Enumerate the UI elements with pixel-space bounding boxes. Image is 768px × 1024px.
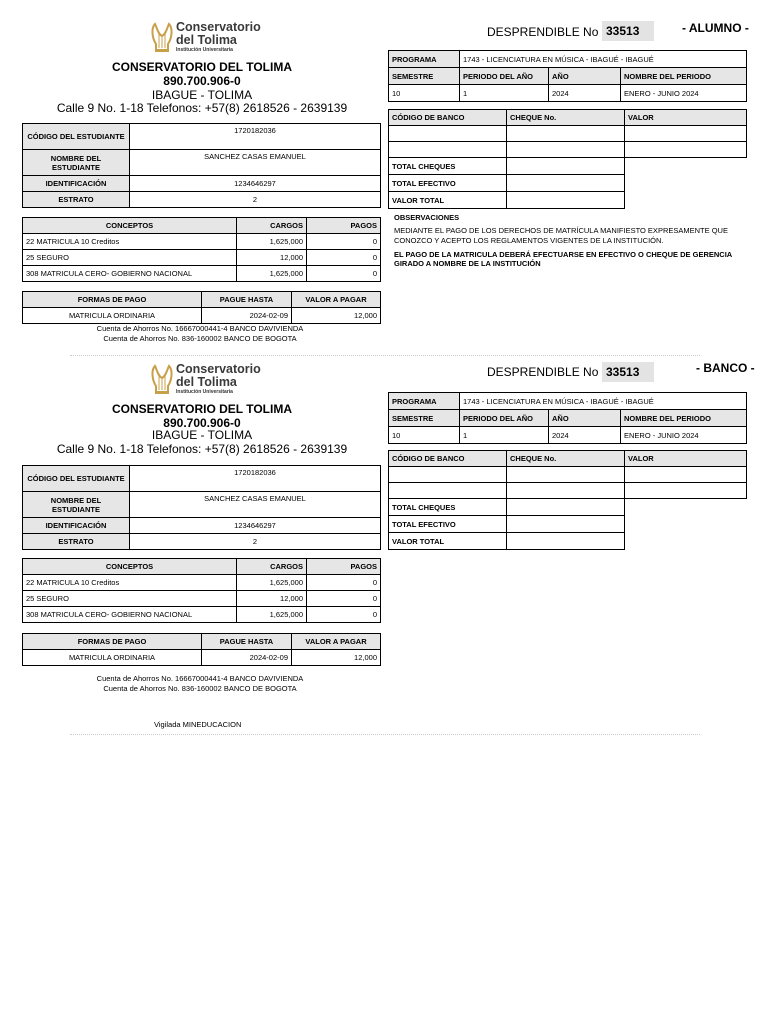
concept-row (23, 607, 381, 623)
bank-cell (625, 483, 747, 499)
institution-city: IBAGUE - TOLIMA (151, 88, 253, 102)
logo-line-2: del Tolima (176, 374, 237, 389)
concept-cargo: 12,000 (237, 591, 307, 607)
concept-row (23, 575, 381, 591)
concept-row (23, 234, 381, 250)
codigo-estudiante-header: CÓDIGO DEL ESTUDIANTE (23, 466, 130, 492)
anio-value: 2024 (549, 85, 621, 102)
bank-cell (507, 142, 625, 158)
conceptos-header: CONCEPTOS (23, 218, 237, 234)
nombre-estudiante-value: SANCHEZ CASAS EMANUEL (130, 492, 381, 518)
total-cheques-value (507, 499, 625, 516)
bank-cell (389, 142, 507, 158)
periodo-header: PERIODO DEL AÑO (460, 68, 549, 85)
desprendible-number: 33513 (602, 21, 654, 41)
semestre-value: 10 (389, 85, 460, 102)
valor-total-label: VALOR TOTAL (389, 192, 507, 209)
nombre-periodo-header: NOMBRE DEL PERIODO (621, 68, 747, 85)
concepts-table (22, 217, 381, 282)
concept-name: 308 MATRICULA CERO- GOBIERNO NACIONAL (23, 607, 237, 623)
periodo-header: PERIODO DEL AÑO (460, 410, 549, 427)
observations-payment-note: EL PAGO DE LA MATRICULA DEBERÁ EFECTUARSE EN EFECTIVO O CHEQUE DE GERENCIA GIRADO A NOMBRE DE LA INSTITUCIÓN (394, 250, 732, 268)
program-table (388, 392, 747, 444)
empty-cell (625, 192, 747, 209)
semestre-header: SEMESTRE (389, 68, 460, 85)
bank-cell (389, 467, 507, 483)
anio-value: 2024 (549, 427, 621, 444)
programa-value: 1743 - LICENCIATURA EN MÚSICA - IBAGUÉ - IBAGUÉ (460, 51, 747, 68)
concept-pago: 0 (307, 250, 381, 266)
valor-total-value (507, 533, 625, 550)
payment-table (22, 633, 381, 666)
identificacion-value: 1234646297 (130, 518, 381, 534)
total-cheques-label: TOTAL CHEQUES (389, 499, 507, 516)
student-table (22, 123, 381, 208)
institution-name: CONSERVATORIO DEL TOLIMA (111, 60, 293, 74)
periodo-value: 1 (460, 85, 549, 102)
concept-name: 25 SEGURO (23, 250, 237, 266)
codigo-estudiante-header: CÓDIGO DEL ESTUDIANTE (23, 124, 130, 150)
concepts-table (22, 558, 381, 623)
concept-row (23, 591, 381, 607)
bank-accounts (70, 674, 330, 694)
observations-title: OBSERVACIONES (394, 213, 460, 222)
programa-value: 1743 - LICENCIATURA EN MÚSICA - IBAGUÉ - IBAGUÉ (460, 393, 747, 410)
empty-cell (625, 533, 747, 550)
valor-pagar-value: 12,000 (292, 650, 381, 666)
valor-pagar-header: VALOR A PAGAR (292, 292, 381, 308)
pagos-header: PAGOS (307, 559, 381, 575)
programa-header: PROGRAMA (389, 393, 460, 410)
concept-pago: 0 (307, 234, 381, 250)
desprendible-label: DESPRENDIBLE No (487, 365, 599, 379)
institution-logo (150, 362, 261, 398)
separator (70, 734, 700, 735)
valor-pagar-value: 12,000 (292, 308, 381, 324)
bank-cell (507, 467, 625, 483)
bank-table (388, 450, 747, 550)
valor-pagar-header: VALOR A PAGAR (292, 634, 381, 650)
periodo-value: 1 (460, 427, 549, 444)
logo-line-3: Institución Universitaria (176, 389, 233, 395)
concept-pago: 0 (307, 266, 381, 282)
student-table (22, 465, 381, 550)
institution-address: Calle 9 No. 1-18 Telefonos: +57(8) 2618526 - 2639139 (56, 101, 348, 115)
institution-nit: 890.700.906-0 (163, 416, 241, 430)
concept-pago: 0 (307, 607, 381, 623)
concept-pago: 0 (307, 591, 381, 607)
pague-hasta-header: PAGUE HASTA (202, 292, 292, 308)
concept-cargo: 1,625,000 (237, 234, 307, 250)
valor-total-value (507, 192, 625, 209)
receipt-bank-copy (0, 342, 768, 693)
programa-header: PROGRAMA (389, 51, 460, 68)
total-efectivo-value (507, 516, 625, 533)
cargos-header: CARGOS (237, 218, 307, 234)
empty-cell (625, 516, 747, 533)
valor-header: VALOR (625, 451, 747, 467)
semestre-value: 10 (389, 427, 460, 444)
estrato-header: ESTRATO (23, 192, 130, 208)
copy-label-banco: - BANCO - (696, 361, 755, 375)
bank-cell (507, 126, 625, 142)
empty-cell (625, 499, 747, 516)
nombre-periodo-value: ENERO - JUNIO 2024 (621, 427, 747, 444)
forma-pago-value: MATRICULA ORDINARIA (23, 650, 202, 666)
concept-name: 25 SEGURO (23, 591, 237, 607)
nombre-periodo-header: NOMBRE DEL PERIODO (621, 410, 747, 427)
logo-line-1: Conservatorio (176, 20, 261, 34)
total-efectivo-value (507, 175, 625, 192)
anio-header: AÑO (549, 68, 621, 85)
institution-logo (150, 20, 261, 56)
bank-cell (625, 142, 747, 158)
bank-table (388, 109, 747, 209)
bank-cell (625, 467, 747, 483)
account-line-bogota: Cuenta de Ahorros No. 836-160002 BANCO DE BOGOTA (103, 683, 297, 693)
nombre-periodo-value: ENERO - JUNIO 2024 (621, 85, 747, 102)
conceptos-header: CONCEPTOS (23, 559, 237, 575)
concept-name: 22 MATRICULA 10 Creditos (23, 575, 237, 591)
concept-name: 308 MATRICULA CERO- GOBIERNO NACIONAL (23, 266, 237, 282)
estrato-value: 2 (130, 534, 381, 550)
concept-cargo: 12,000 (237, 250, 307, 266)
empty-cell (625, 175, 747, 192)
account-line-bogota: Cuenta de Ahorros No. 836-160002 BANCO DE BOGOTA (103, 333, 297, 343)
bank-accounts (70, 324, 330, 344)
logo-line-3: Institución Universitaria (176, 47, 233, 53)
cargos-header: CARGOS (237, 559, 307, 575)
total-cheques-value (507, 158, 625, 175)
total-cheques-label: TOTAL CHEQUES (389, 158, 507, 175)
bank-cell (389, 483, 507, 499)
bank-cell (389, 126, 507, 142)
codigo-banco-header: CÓDIGO DE BANCO (389, 110, 507, 126)
observations-text: MEDIANTE EL PAGO DE LOS DERECHOS DE MATRÍCULA MANIFIESTO EXPRESAMENTE QUE CONOZCO Y ACEPTO LOS REGLAMENTOS VIGENTES DE LA INSTITUCIÓN. (394, 226, 728, 245)
concept-cargo: 1,625,000 (237, 607, 307, 623)
cheque-header: CHEQUE No. (507, 451, 625, 467)
semestre-header: SEMESTRE (389, 410, 460, 427)
concept-cargo: 1,625,000 (237, 266, 307, 282)
forma-pago-value: MATRICULA ORDINARIA (23, 308, 202, 324)
concept-row (23, 266, 381, 282)
total-efectivo-label: TOTAL EFECTIVO (389, 516, 507, 533)
lyre-icon (150, 20, 174, 54)
identificacion-header: IDENTIFICACIÓN (23, 518, 130, 534)
nombre-estudiante-header: NOMBRE DEL ESTUDIANTE (23, 150, 130, 176)
codigo-estudiante-value: 1720182036 (130, 124, 381, 150)
identificacion-value: 1234646297 (130, 176, 381, 192)
institution-city: IBAGUE - TOLIMA (151, 428, 253, 442)
valor-header: VALOR (625, 110, 747, 126)
account-line-davivienda: Cuenta de Ahorros No. 16667000441-4 BANCO DAVIVIENDA (96, 674, 304, 683)
copy-label-alumno: - ALUMNO - (682, 21, 749, 35)
pague-hasta-value: 2024-02-09 (202, 308, 292, 324)
program-table (388, 50, 747, 102)
estrato-value: 2 (130, 192, 381, 208)
estrato-header: ESTRATO (23, 534, 130, 550)
receipt-student-copy (0, 0, 768, 345)
desprendible-number: 33513 (602, 362, 654, 382)
footer-vigilada: Vigilada MINEDUCACION (154, 720, 242, 729)
logo-line-1: Conservatorio (176, 362, 261, 376)
logo-line-2: del Tolima (176, 32, 237, 47)
codigo-banco-header: CÓDIGO DE BANCO (389, 451, 507, 467)
desprendible-label: DESPRENDIBLE No (487, 25, 599, 39)
bank-cell (625, 126, 747, 142)
valor-total-label: VALOR TOTAL (389, 533, 507, 550)
nombre-estudiante-value: SANCHEZ CASAS EMANUEL (130, 150, 381, 176)
pague-hasta-header: PAGUE HASTA (202, 634, 292, 650)
concept-cargo: 1,625,000 (237, 575, 307, 591)
formas-pago-header: FORMAS DE PAGO (23, 292, 202, 308)
concept-pago: 0 (307, 575, 381, 591)
lyre-icon (150, 362, 174, 396)
cheque-header: CHEQUE No. (507, 110, 625, 126)
institution-nit: 890.700.906-0 (163, 74, 241, 88)
formas-pago-header: FORMAS DE PAGO (23, 634, 202, 650)
pague-hasta-value: 2024-02-09 (202, 650, 292, 666)
identificacion-header: IDENTIFICACIÓN (23, 176, 130, 192)
pagos-header: PAGOS (307, 218, 381, 234)
codigo-estudiante-value: 1720182036 (130, 466, 381, 492)
empty-cell (625, 158, 747, 175)
account-line-davivienda: Cuenta de Ahorros No. 16667000441-4 BANCO DAVIVIENDA (96, 324, 304, 333)
institution-name: CONSERVATORIO DEL TOLIMA (111, 402, 293, 416)
total-efectivo-label: TOTAL EFECTIVO (389, 175, 507, 192)
anio-header: AÑO (549, 410, 621, 427)
bank-cell (507, 483, 625, 499)
concept-name: 22 MATRICULA 10 Creditos (23, 234, 237, 250)
concept-row (23, 250, 381, 266)
nombre-estudiante-header: NOMBRE DEL ESTUDIANTE (23, 492, 130, 518)
institution-address: Calle 9 No. 1-18 Telefonos: +57(8) 2618526 - 2639139 (56, 442, 348, 456)
payment-table (22, 291, 381, 324)
